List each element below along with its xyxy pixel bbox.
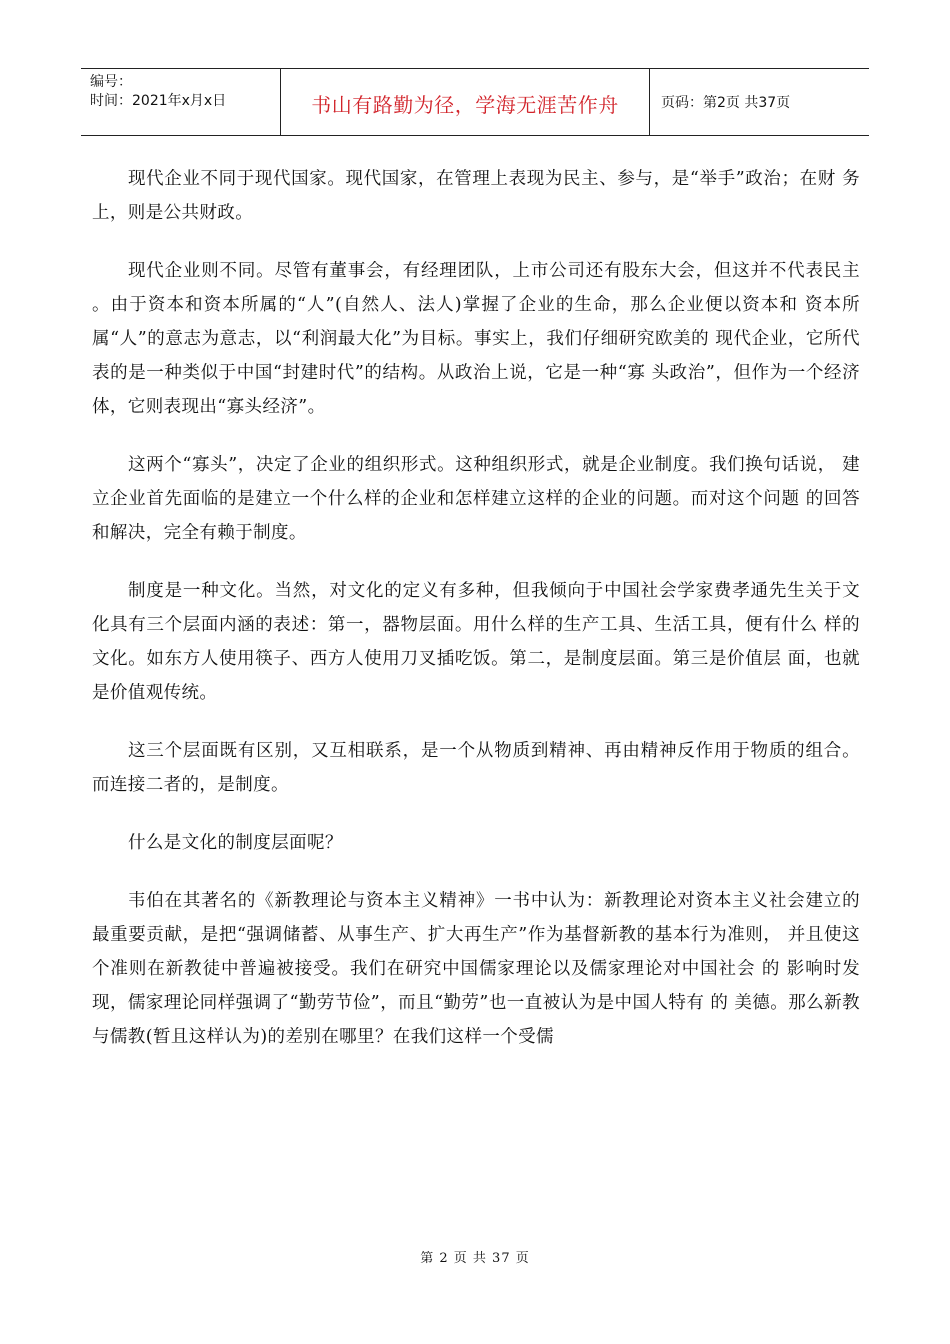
page-footer: 第 2 页 共 37 页 [420,1251,530,1266]
header-meta-cell [81,69,281,135]
number-label: 编号： [90,74,132,90]
motto-text: 书山有路勤为径，学海无涯苦作舟 [311,92,619,117]
paragraph: 韦伯在其著名的《新教理论与资本主义精神》一书中认为：新教理论对资本主义社会建立的 最重要贡献，是把“强调储蓄、从事生产、扩大再生产”作为基督新教的基本行为准则， 并且使这个准则在新教徒中普遍被接受。我们在研究中国儒家理论以及儒家理论对中国社会 的 影响时发现，儒家理论同样强调了“勤劳节俭”，而且“勤劳”也一直被认为是中国人特有 的 美德。那么新教与儒教(暂且这样认为)的差别在哪里？在我们这样一个受儒 [92,891,860,1047]
paragraph: 制度是一种文化。当然，对文化的定义有多种，但我倾向于中国社会学家费孝通先生关于文 化具有三个层面内涵的表述：第一，器物层面。用什么样的生产工具、生活工具，便有什么 样的文化。如东方人使用筷子、西方人使用刀叉插吃饭。第二，是制度层面。第三是价值层 面，也就是价值观传统。 [92,581,860,703]
date-label: 时间：2021年x月x日 [90,93,227,109]
paragraph: 什么是文化的制度层面呢？ [128,833,343,853]
document-body [92,162,860,1078]
header-page-cell [650,69,869,135]
paragraph: 现代企业则不同。尽管有董事会，有经理团队，上市公司还有股东大会，但这并不代表民主 。由于资本和资本所属的“人”(自然人、法人)掌握了企业的生命，那么企业便以资本和 资本所属“人”的意志为意志，以“利润最大化”为目标。事实上，我们仔细研究欧美的 现代企业，它所代表的是一种类似于中国“封建时代”的结构。从政治上说，它是一种“寡 头政治”，但作为一个经济体，它则表现出“寡头经济”。 [92,261,860,417]
paragraph: 这三个层面既有区别，又互相联系，是一个从物质到精神、再由精神反作用于物质的组合。 而连接二者的，是制度。 [92,741,860,795]
header-motto-cell [281,69,650,135]
paragraph: 现代企业不同于现代国家。现代国家，在管理上表现为民主、参与，是“举手”政治；在财 务上，则是公共财政。 [92,169,860,223]
page-info: 页码：第2页 共37页 [661,95,791,111]
paragraph: 这两个“寡头”，决定了企业的组织形式。这种组织形式，就是企业制度。我们换句话说， 建立企业首先面临的是建立一个什么样的企业和怎样建立这样的企业的问题。而对这个问题 的回答和解决，完全有赖于制度。 [92,455,860,543]
document-header [81,68,869,136]
